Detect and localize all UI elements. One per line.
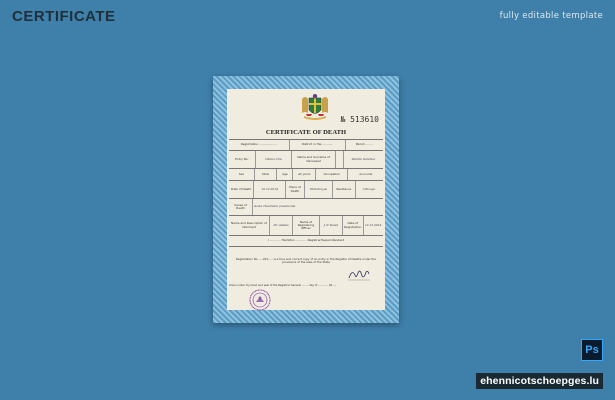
table-cell: Chuka Chu xyxy=(255,151,292,168)
table-cell: Residence xyxy=(332,181,354,198)
table-row xyxy=(229,139,383,150)
table-cell: Sex xyxy=(238,171,245,176)
table-cell: Date of Registration xyxy=(342,216,362,235)
table-cell: 12.12.2014 xyxy=(253,181,285,198)
table-cell: Age xyxy=(276,169,292,180)
table-cell: J. P. Dawd xyxy=(319,216,342,235)
signature-icon xyxy=(347,267,371,281)
page-subtitle: fully editable template xyxy=(499,11,603,21)
table-row xyxy=(229,150,383,168)
table-row xyxy=(229,215,383,235)
coat-of-arms-icon xyxy=(300,93,330,121)
table-cell: Accounts xyxy=(347,169,383,180)
photoshop-badge-icon: Ps xyxy=(581,339,603,361)
certificate-table xyxy=(229,139,383,247)
table-cell: Cause of Death xyxy=(234,202,247,210)
table-cell: Chicago xyxy=(355,181,383,198)
table-cell: Parish ........ xyxy=(345,140,383,150)
certificate-number: № 513610 xyxy=(340,115,379,124)
table-cell: Entry No. xyxy=(235,156,249,161)
table-cell: Name and Description of Informant xyxy=(230,221,267,229)
certificate-paper xyxy=(227,89,385,310)
table-cell: I ............ Hamilton ............ Registrar/Superintendent xyxy=(267,238,345,243)
table-cell: Occupation xyxy=(315,169,347,180)
certificate-frame xyxy=(213,76,399,323)
table-cell: Registration ................... xyxy=(240,142,277,147)
table-cell: Name of Registering Officer xyxy=(292,216,318,235)
table-cell: Date of Death xyxy=(231,186,252,191)
table-cell: Pintotroyas xyxy=(304,181,332,198)
registration-text: Registration No. ....201..... is a true and correct copy of an entry in the Register of Deaths under the provisions of the laws of the State xyxy=(236,257,376,265)
table-row xyxy=(229,180,383,198)
table-cell: Male xyxy=(254,169,277,180)
certificate-title: CERTIFICATE OF DEATH xyxy=(265,129,347,136)
table-cell: 40 years xyxy=(292,169,315,180)
table-cell: District in the ........... xyxy=(289,140,345,150)
official-seal-icon xyxy=(249,289,271,311)
table-cell: Dr. Adams xyxy=(269,216,292,235)
table-cell: 12.12.2014 xyxy=(363,216,383,235)
table-row xyxy=(229,168,383,180)
table-row xyxy=(229,198,383,215)
table-cell xyxy=(335,151,343,168)
table-cell: Sandra Sanchez xyxy=(343,151,383,168)
website-label: ehennicotschoepges.lu xyxy=(476,373,603,389)
table-cell: Place of Death xyxy=(285,181,304,198)
table-row xyxy=(229,235,383,247)
footer-text: Given under my hand and seal of the Registrar General ........ day of ............ 20..... xyxy=(229,284,337,287)
table-cell: Acute rheumatic pneumonia xyxy=(252,199,383,215)
page-title: CERTIFICATE xyxy=(12,8,116,25)
table-cell: Name and Surname of Deceased xyxy=(291,151,334,168)
